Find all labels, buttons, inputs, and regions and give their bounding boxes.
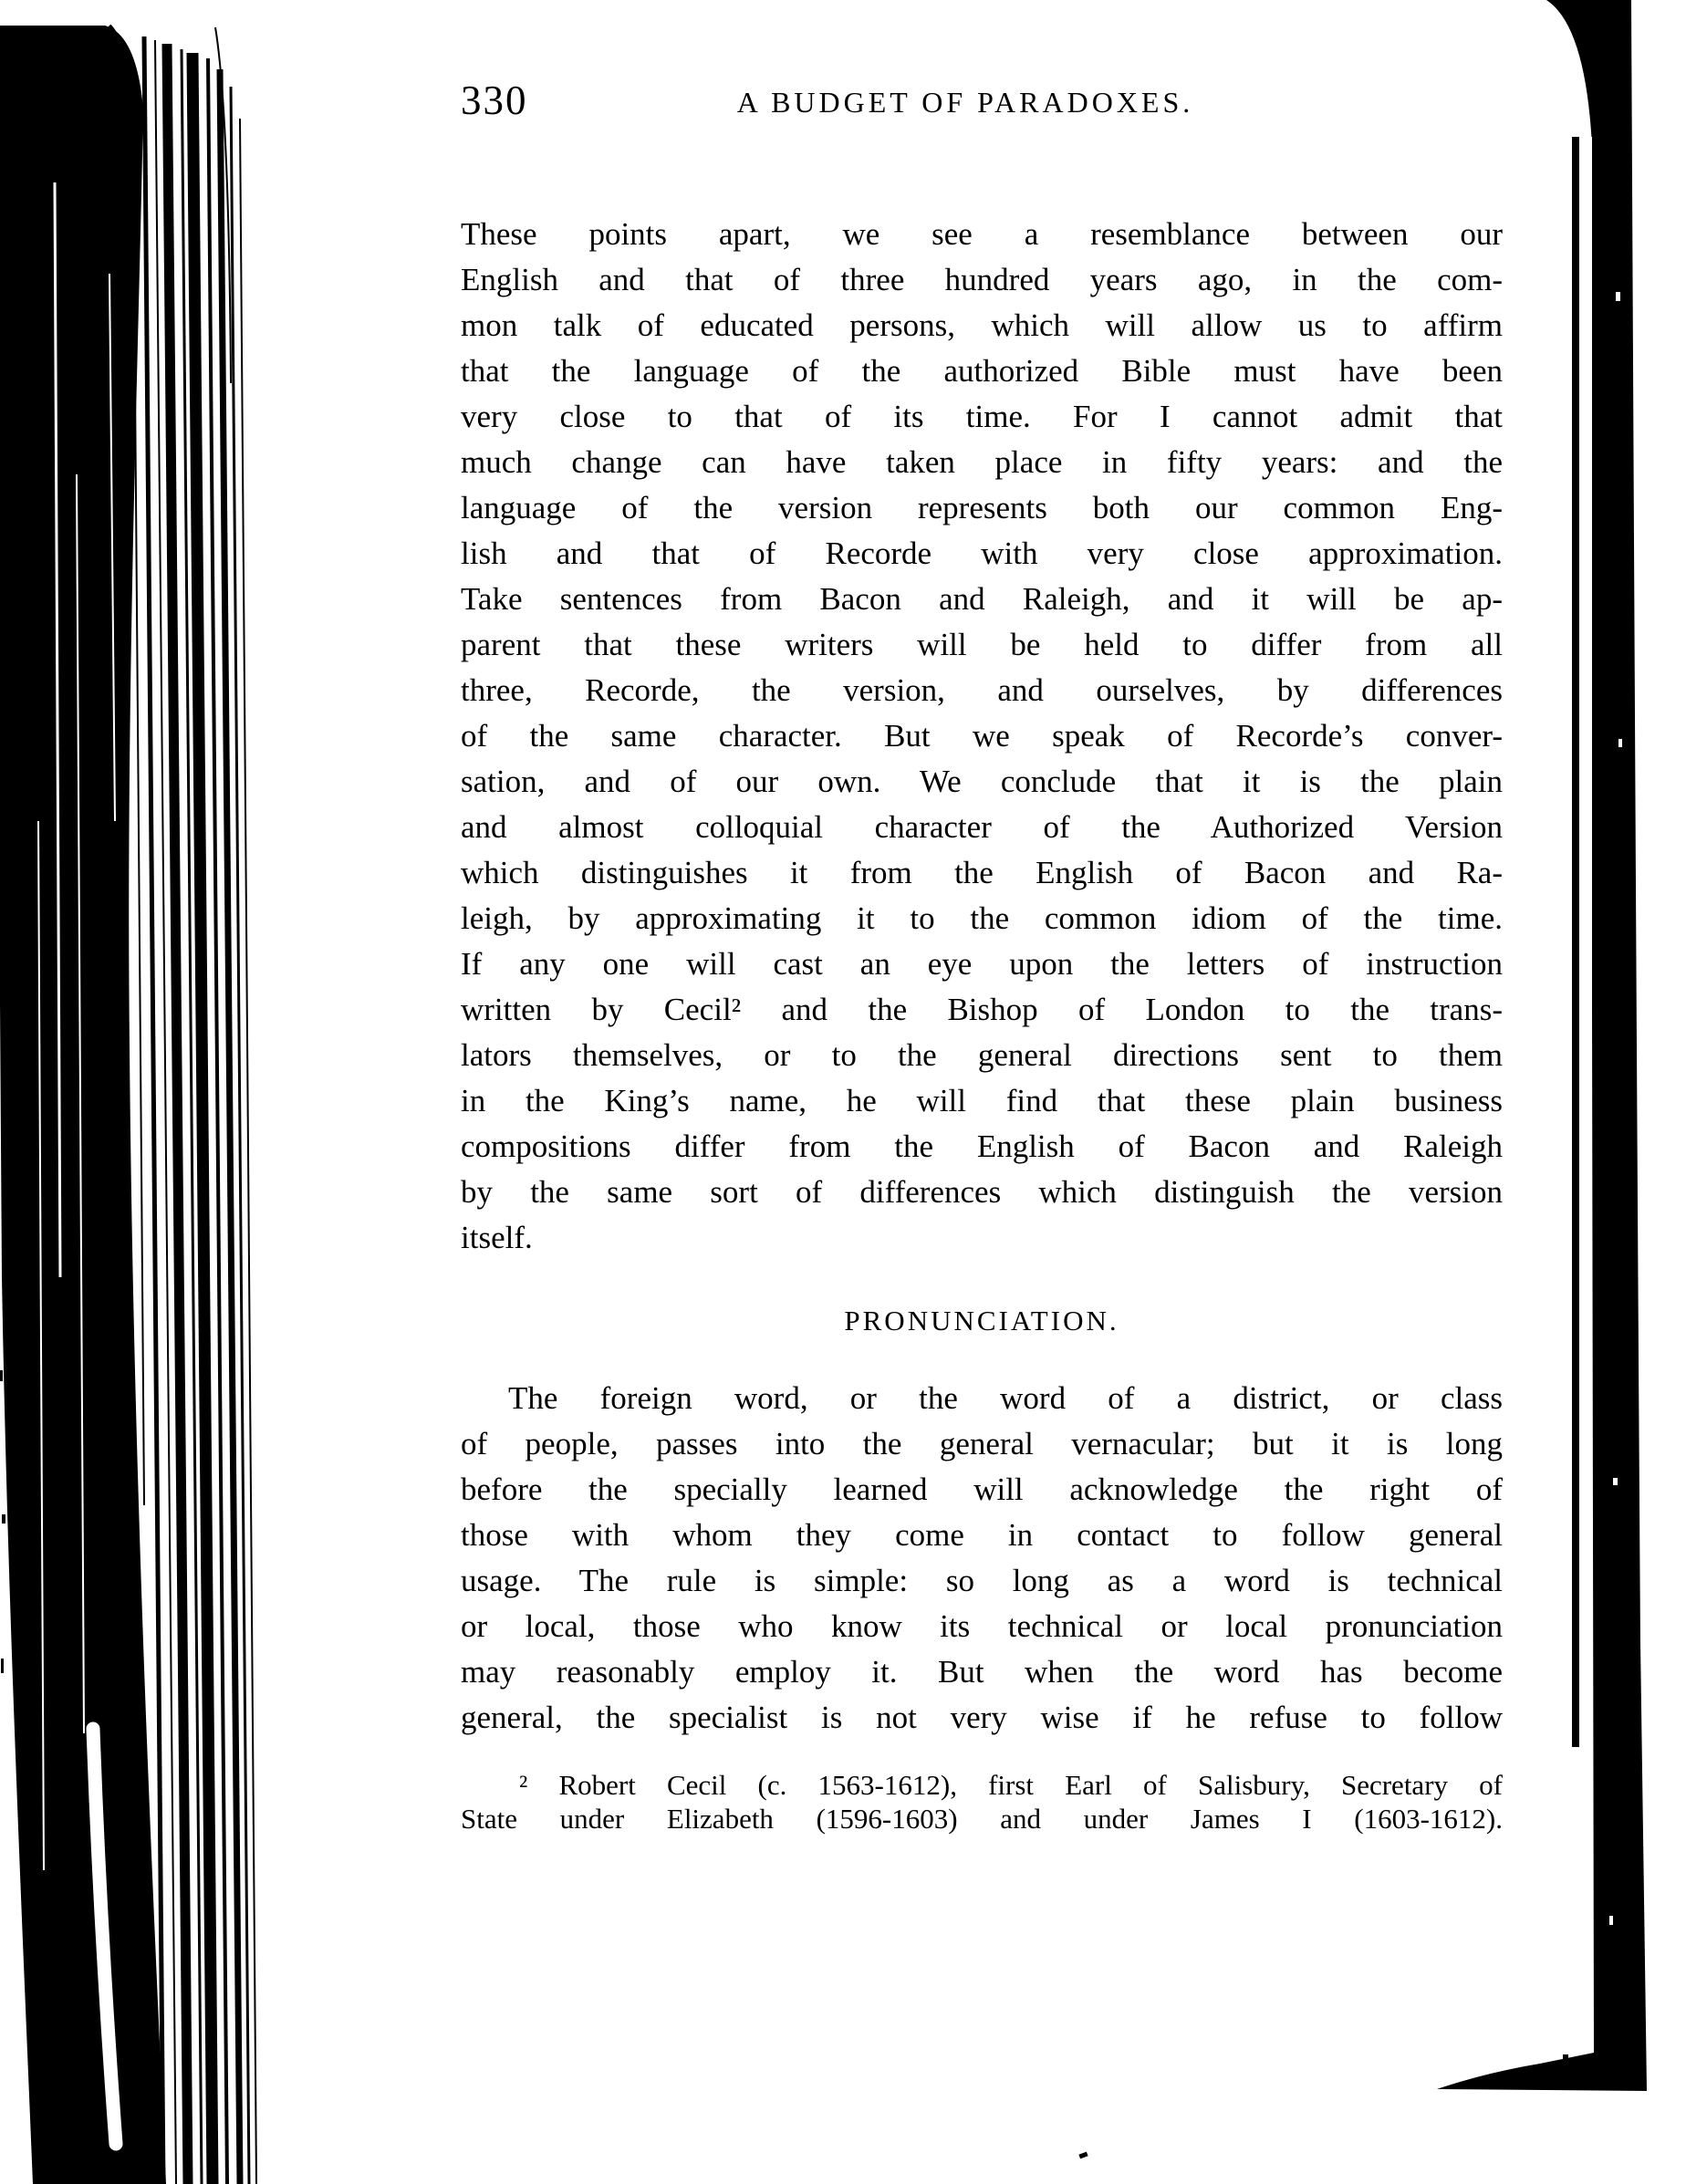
scan-speck [1563, 2054, 1568, 2063]
text-line: compositions differ from the English of Bacon and Raleigh [461, 1128, 1503, 1164]
text-line: those with whom they come in contact to follow general [461, 1517, 1503, 1553]
text-line: language of the version represents both our common Eng- [461, 490, 1503, 525]
scan-speck [0, 1370, 3, 1381]
text-line: lish and that of Recorde with very close approximation. [461, 536, 1503, 571]
text-line: These points apart, we see a resemblance between our [461, 216, 1503, 252]
text-line: very close to that of its time. For I cannot admit that [461, 399, 1503, 434]
text-line: before the specially learned will acknowledge the right of [461, 1472, 1503, 1507]
text-line: If any one will cast an eye upon the letters of instruction [461, 946, 1503, 982]
text-line: English and that of three hundred years ago, in the com- [461, 262, 1503, 297]
text-line: of the same character. But we speak of Recorde’s conver- [461, 718, 1503, 754]
text-line: usage. The rule is simple: so long as a word is technical [461, 1563, 1503, 1598]
text-line: and almost colloquial character of the Authorized Version [461, 809, 1503, 845]
footnote [461, 1768, 1503, 1836]
text-line: itself. [461, 1220, 533, 1255]
text-line: The foreign word, or the word of a district, or class [508, 1380, 1503, 1416]
scan-speck [1, 1659, 4, 1673]
text-line: Take sentences from Bacon and Raleigh, and it will be ap- [461, 581, 1503, 617]
text-line: written by Cecil² and the Bishop of London to the trans- [461, 992, 1503, 1027]
text-line: of people, passes into the general vernacular; but it is long [461, 1426, 1503, 1461]
text-line: in the King’s name, he will find that these plain business [461, 1083, 1503, 1118]
text-line: may reasonably employ it. But when the word has become [461, 1654, 1503, 1690]
text-line: much change can have taken place in fifty years: and the [461, 444, 1503, 480]
text-line: leigh, by approximating it to the common idiom of the time. [461, 900, 1503, 936]
text-line: that the language of the authorized Bible must have been [461, 353, 1503, 389]
page-header [461, 78, 1503, 126]
scan-speck [1078, 2152, 1088, 2159]
text-line: three, Recorde, the version, and ourselves, by differences [461, 672, 1503, 708]
scan-speck [2, 1514, 5, 1524]
text-line: which distinguishes it from the English of Bacon and Ra- [461, 855, 1503, 890]
text-line: general, the specialist is not very wise if he refuse to follow [461, 1700, 1503, 1735]
page-number: 330 [461, 78, 528, 123]
text-line: or local, those who know its technical or local pronunciation [461, 1608, 1503, 1644]
text-line: lators themselves, or to the general directions sent to them [461, 1037, 1503, 1073]
text-line: parent that these writers will be held to differ from all [461, 627, 1503, 662]
text-line: State under Elizabeth (1596-1603) and under James I (1603-1612). [461, 1803, 1503, 1835]
text-line: sation, and of our own. We conclude that it is the plain [461, 764, 1503, 799]
running-title: A BUDGET OF PARADOXES. [736, 86, 1194, 119]
paragraph-1 [461, 212, 1503, 1261]
section-heading: PRONUNCIATION. [844, 1305, 1119, 1336]
paragraph-2 [461, 1376, 1503, 1741]
text-line: ² Robert Cecil (c. 1563-1612), first Earl of Salisbury, Secretary of [519, 1769, 1503, 1801]
book-gutter-shadow [0, 0, 274, 2184]
text-line: by the same sort of differences which distinguish the version [461, 1174, 1503, 1210]
text-line: mon talk of educated persons, which will allow us to affirm [461, 307, 1503, 343]
scan-speck [2, 1227, 5, 1240]
